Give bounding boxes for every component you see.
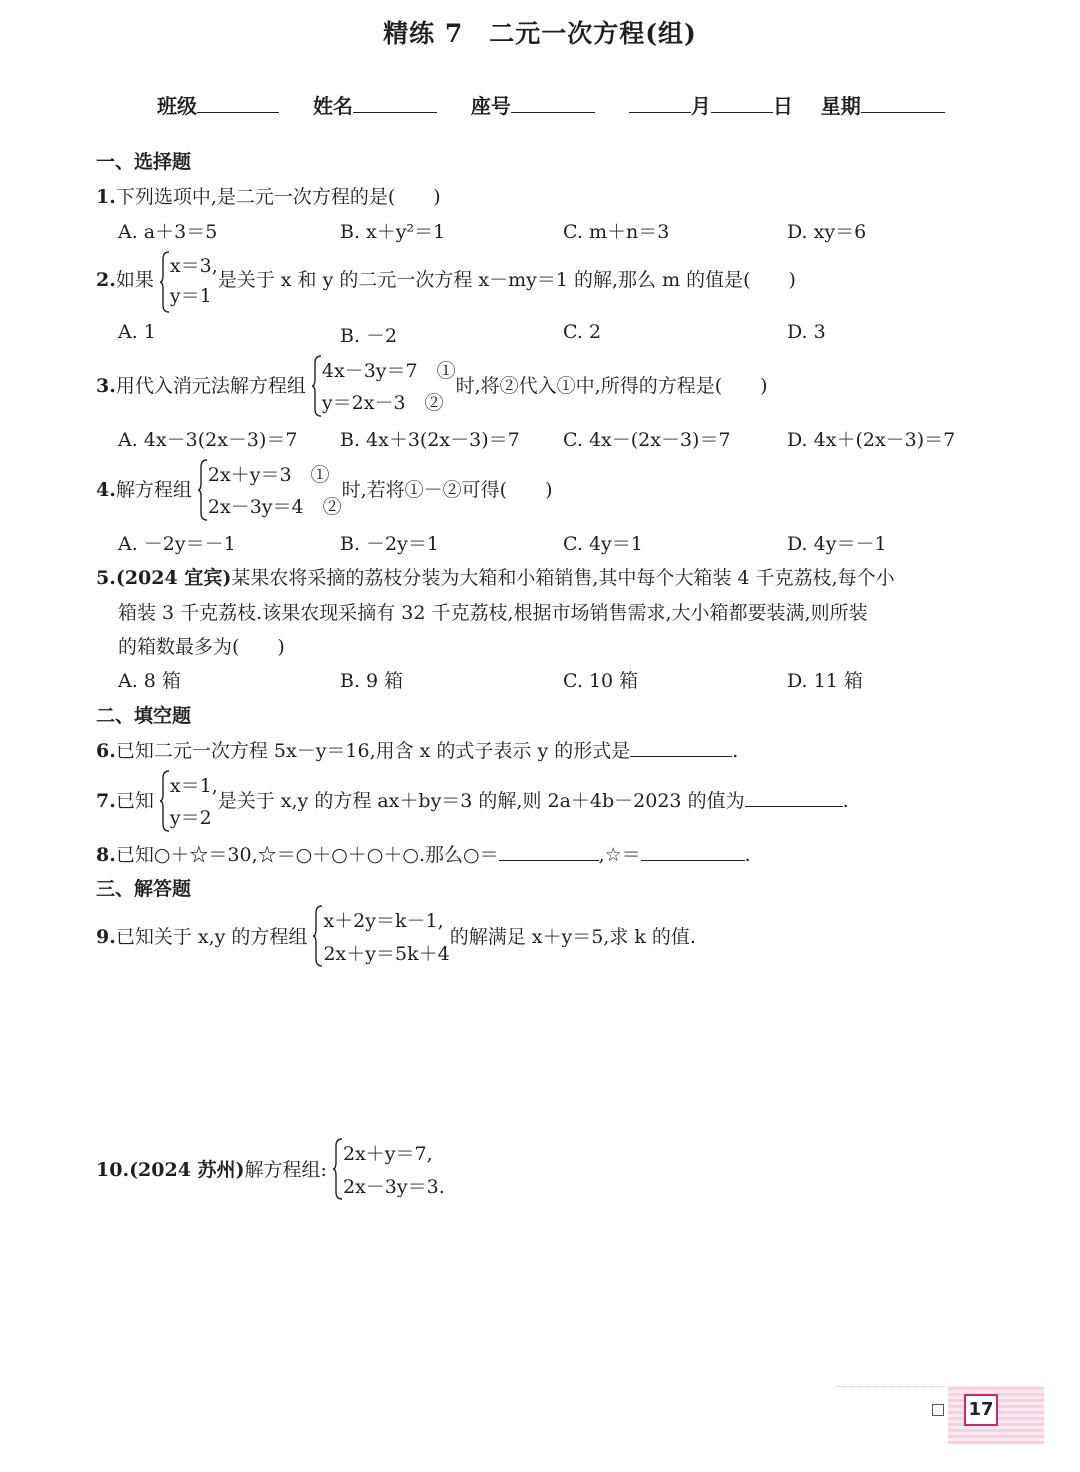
q2-option-d[interactable]: D. 3 <box>787 321 826 343</box>
q10-number: 10. <box>96 1159 130 1181</box>
q8-end: . <box>744 844 751 866</box>
q5-line-1: 某果农将采摘的荔枝分装为大箱和小箱销售,其中每个大箱装 4 千克荔枝,每个小 <box>231 567 895 589</box>
question-1 <box>96 182 441 209</box>
q6-text: 已知二元一次方程 5x－y＝16,用含 x 的式子表示 y 的形式是 <box>115 740 631 762</box>
question-4 <box>96 459 553 523</box>
q2-pre: 如果 <box>115 269 154 291</box>
q7-pre: 已知 <box>115 790 154 812</box>
q2-number: 2. <box>96 269 116 291</box>
q3-post: 时,将②代入①中,所得的方程是( ) <box>455 375 768 397</box>
question-10 <box>96 1138 445 1204</box>
student-info-line <box>157 90 945 119</box>
q9-system <box>313 905 449 971</box>
q6-answer-blank[interactable] <box>630 736 732 757</box>
q2-option-a[interactable]: A. 1 <box>118 321 156 343</box>
q1-option-b[interactable]: B. x＋y²＝1 <box>340 221 446 243</box>
q10-source-tag: (2024 苏州) <box>129 1159 245 1181</box>
q5-line-3: 的箱数最多为( ) <box>118 636 285 658</box>
q1-option-a[interactable]: A. a＋3＝5 <box>118 221 218 243</box>
q3-option-d[interactable]: D. 4x＋(2x－3)＝7 <box>787 429 956 451</box>
question-7 <box>96 770 849 834</box>
q7-answer-blank[interactable] <box>745 786 843 807</box>
q5-option-c[interactable]: C. 10 箱 <box>563 670 639 692</box>
q3-eq-1: 4x－3y＝7 ① <box>321 360 456 382</box>
day-label: 日 <box>772 94 793 118</box>
q5-option-a[interactable]: A. 8 箱 <box>118 670 181 692</box>
question-2 <box>96 251 796 311</box>
brace-icon <box>312 355 322 417</box>
q2-post: 是关于 x 和 y 的二元一次方程 x－my＝1 的解,那么 m 的值是( ) <box>217 269 796 291</box>
q4-pre: 解方程组 <box>115 479 192 501</box>
q4-option-c[interactable]: C. 4y＝1 <box>563 533 643 555</box>
title-topic: 二元一次方程(组) <box>489 19 697 48</box>
q2-option-b[interactable]: B. －2 <box>340 325 398 347</box>
q9-pre: 已知关于 x,y 的方程组 <box>115 926 308 948</box>
week-blank[interactable] <box>861 90 945 113</box>
q5-option-b[interactable]: B. 9 箱 <box>340 670 404 692</box>
title-number: 精练 7 <box>383 19 464 48</box>
q8-answer-blank-circle[interactable] <box>499 840 599 861</box>
q7-end: . <box>842 790 849 812</box>
page-number: 17 <box>964 1394 998 1426</box>
q4-post: 时,若将①－②可得( ) <box>341 479 553 501</box>
q3-pre: 用代入消元法解方程组 <box>115 375 306 397</box>
page-square-icon <box>932 1404 944 1416</box>
brace-icon <box>160 251 170 313</box>
q3-option-b[interactable]: B. 4x＋3(2x－3)＝7 <box>340 429 520 451</box>
class-blank[interactable] <box>197 90 279 113</box>
brace-icon <box>313 905 323 967</box>
q4-number: 4. <box>96 479 116 501</box>
day-blank[interactable] <box>711 90 773 113</box>
q9-post: 的解满足 x＋y＝5,求 k 的值. <box>449 926 696 948</box>
page-number-tab <box>948 1386 1044 1444</box>
q9-eq-2: 2x＋y＝5k＋4 <box>323 943 450 965</box>
month-blank[interactable] <box>629 90 691 113</box>
q1-text: 下列选项中,是二元一次方程的是( ) <box>115 186 441 208</box>
name-label: 姓名 <box>312 94 353 118</box>
q3-system <box>312 355 456 419</box>
question-9 <box>96 905 696 971</box>
q1-number: 1. <box>96 186 116 208</box>
q8-text-1: 已知○＋☆＝30,☆＝○＋○＋○＋○.那么○＝ <box>115 844 499 866</box>
page-title <box>0 14 1080 50</box>
class-label: 班级 <box>157 94 197 118</box>
question-5-line-1 <box>96 563 895 590</box>
q6-number: 6. <box>96 740 116 762</box>
q5-number: 5. <box>96 567 116 589</box>
section-solve: 三、解答题 <box>96 878 192 900</box>
question-3 <box>96 355 768 419</box>
q8-text-2: ,☆＝ <box>598 844 641 866</box>
q2-system <box>160 251 218 311</box>
question-6 <box>96 736 738 763</box>
q4-system <box>198 459 342 523</box>
q7-post: 是关于 x,y 的方程 ax＋by＝3 的解,则 2a＋4b－2023 的值为 <box>217 790 745 812</box>
week-label: 星期 <box>820 94 861 118</box>
brace-icon <box>198 459 208 521</box>
q5-source-tag: (2024 宜宾) <box>115 567 232 589</box>
q7-system <box>160 770 218 834</box>
q2-option-c[interactable]: C. 2 <box>563 321 602 343</box>
q3-option-c[interactable]: C. 4x－(2x－3)＝7 <box>563 429 731 451</box>
question-8 <box>96 840 751 867</box>
q2-eq-1: x＝3, <box>169 255 218 277</box>
seat-label: 座号 <box>470 94 511 118</box>
q4-eq-2: 2x－3y＝4 ② <box>207 496 342 518</box>
q5-option-d[interactable]: D. 11 箱 <box>787 670 863 692</box>
q3-option-a[interactable]: A. 4x－3(2x－3)＝7 <box>118 429 298 451</box>
q7-eq-2: y＝2 <box>169 807 212 829</box>
q7-number: 7. <box>96 790 116 812</box>
q10-system <box>333 1138 445 1204</box>
q3-number: 3. <box>96 375 116 397</box>
q4-option-d[interactable]: D. 4y＝－1 <box>787 533 887 555</box>
q2-eq-2: y＝1 <box>169 285 212 307</box>
q9-eq-1: x＋2y＝k－1, <box>323 910 444 932</box>
brace-icon <box>160 770 170 832</box>
q1-option-c[interactable]: C. m＋n＝3 <box>563 221 670 243</box>
q6-end: . <box>732 740 739 762</box>
q3-eq-2: y＝2x－3 ② <box>321 392 444 414</box>
q4-eq-1: 2x＋y＝3 ① <box>207 464 330 486</box>
name-blank[interactable] <box>353 90 437 113</box>
q4-option-a[interactable]: A. －2y＝－1 <box>118 533 236 555</box>
q10-eq-1: 2x＋y＝7, <box>343 1143 433 1165</box>
brace-icon <box>333 1138 343 1200</box>
seat-blank[interactable] <box>511 90 595 113</box>
q1-option-d[interactable]: D. xy＝6 <box>787 221 867 243</box>
q10-eq-2: 2x－3y＝3. <box>343 1176 445 1198</box>
section-fill: 二、填空题 <box>96 705 192 727</box>
month-label: 月 <box>690 94 711 118</box>
q8-number: 8. <box>96 844 116 866</box>
section-choice: 一、选择题 <box>96 151 192 173</box>
q4-option-b[interactable]: B. －2y＝1 <box>340 533 439 555</box>
q8-answer-blank-star[interactable] <box>641 840 745 861</box>
footer-dotted-line <box>836 1386 946 1387</box>
q5-line-2: 箱装 3 千克荔枝.该果农现采摘有 32 千克荔枝,根据市场销售需求,大小箱都要装满,则所装 <box>118 602 868 624</box>
q9-number: 9. <box>96 926 116 948</box>
q7-eq-1: x＝1, <box>169 775 218 797</box>
q10-pre: 解方程组: <box>244 1159 327 1181</box>
